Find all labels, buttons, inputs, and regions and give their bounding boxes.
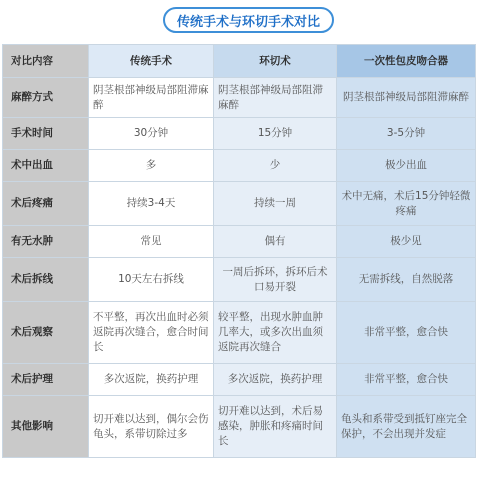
cell-ring: 较平整，出现水肿血肿几率大，或多次出血须返院再次缝合 <box>214 302 337 364</box>
table-row <box>3 364 476 396</box>
row-label: 术后护理 <box>3 364 89 396</box>
row-label: 术中出血 <box>3 150 89 182</box>
table-row <box>3 118 476 150</box>
cell-ring: 多次返院，换药护理 <box>214 364 337 396</box>
header-stapler: 一次性包皮吻合器 <box>337 45 476 78</box>
cell-stapler: 极少见 <box>337 226 476 258</box>
cell-stapler: 龟头和系带受到抵钉座完全保护，不会出现并发症 <box>337 396 476 458</box>
cell-ring: 切开难以达到，术后易感染，肿胀和疼痛时间长 <box>214 396 337 458</box>
cell-stapler: 术中无痛，术后15分钟轻微疼痛 <box>337 182 476 226</box>
row-label: 其他影响 <box>3 396 89 458</box>
row-label: 术后拆线 <box>3 258 89 302</box>
table-row <box>3 258 476 302</box>
row-label: 有无水肿 <box>3 226 89 258</box>
cell-ring: 阴茎根部神级局部阻滞麻醉 <box>214 78 337 118</box>
cell-traditional: 30分钟 <box>89 118 214 150</box>
header-traditional: 传统手术 <box>89 45 214 78</box>
cell-ring: 少 <box>214 150 337 182</box>
table-row <box>3 396 476 458</box>
cell-traditional: 阴茎根部神级局部阻滞麻醉 <box>89 78 214 118</box>
table-row <box>3 78 476 118</box>
row-label: 手术时间 <box>3 118 89 150</box>
cell-ring: 偶有 <box>214 226 337 258</box>
page-title: 传统手术与环切手术对比 <box>163 7 334 33</box>
table-header-row <box>3 45 476 78</box>
header-circumcision-ring: 环切术 <box>214 45 337 78</box>
cell-traditional: 切开难以达到，偶尔会伤龟头，系带切除过多 <box>89 396 214 458</box>
row-label: 术后疼痛 <box>3 182 89 226</box>
table-row <box>3 182 476 226</box>
cell-stapler: 3-5分钟 <box>337 118 476 150</box>
cell-traditional: 10天左右拆线 <box>89 258 214 302</box>
cell-traditional: 常见 <box>89 226 214 258</box>
cell-stapler: 阴茎根部神级局部阻滞麻醉 <box>337 78 476 118</box>
cell-ring: 15分钟 <box>214 118 337 150</box>
cell-stapler: 非常平整，愈合快 <box>337 364 476 396</box>
cell-ring: 持续一周 <box>214 182 337 226</box>
cell-traditional: 多次返院，换药护理 <box>89 364 214 396</box>
cell-traditional: 多 <box>89 150 214 182</box>
cell-stapler: 非常平整，愈合快 <box>337 302 476 364</box>
comparison-table <box>2 44 476 458</box>
table-row <box>3 150 476 182</box>
header-category: 对比内容 <box>3 45 89 78</box>
row-label: 麻醉方式 <box>3 78 89 118</box>
table-row <box>3 226 476 258</box>
cell-traditional: 不平整，再次出血时必须返院再次缝合，愈合时间长 <box>89 302 214 364</box>
row-label: 术后观察 <box>3 302 89 364</box>
cell-traditional: 持续3-4天 <box>89 182 214 226</box>
cell-ring: 一周后拆环，拆环后术口易开裂 <box>214 258 337 302</box>
table-row <box>3 302 476 364</box>
cell-stapler: 极少出血 <box>337 150 476 182</box>
cell-stapler: 无需拆线，自然脱落 <box>337 258 476 302</box>
